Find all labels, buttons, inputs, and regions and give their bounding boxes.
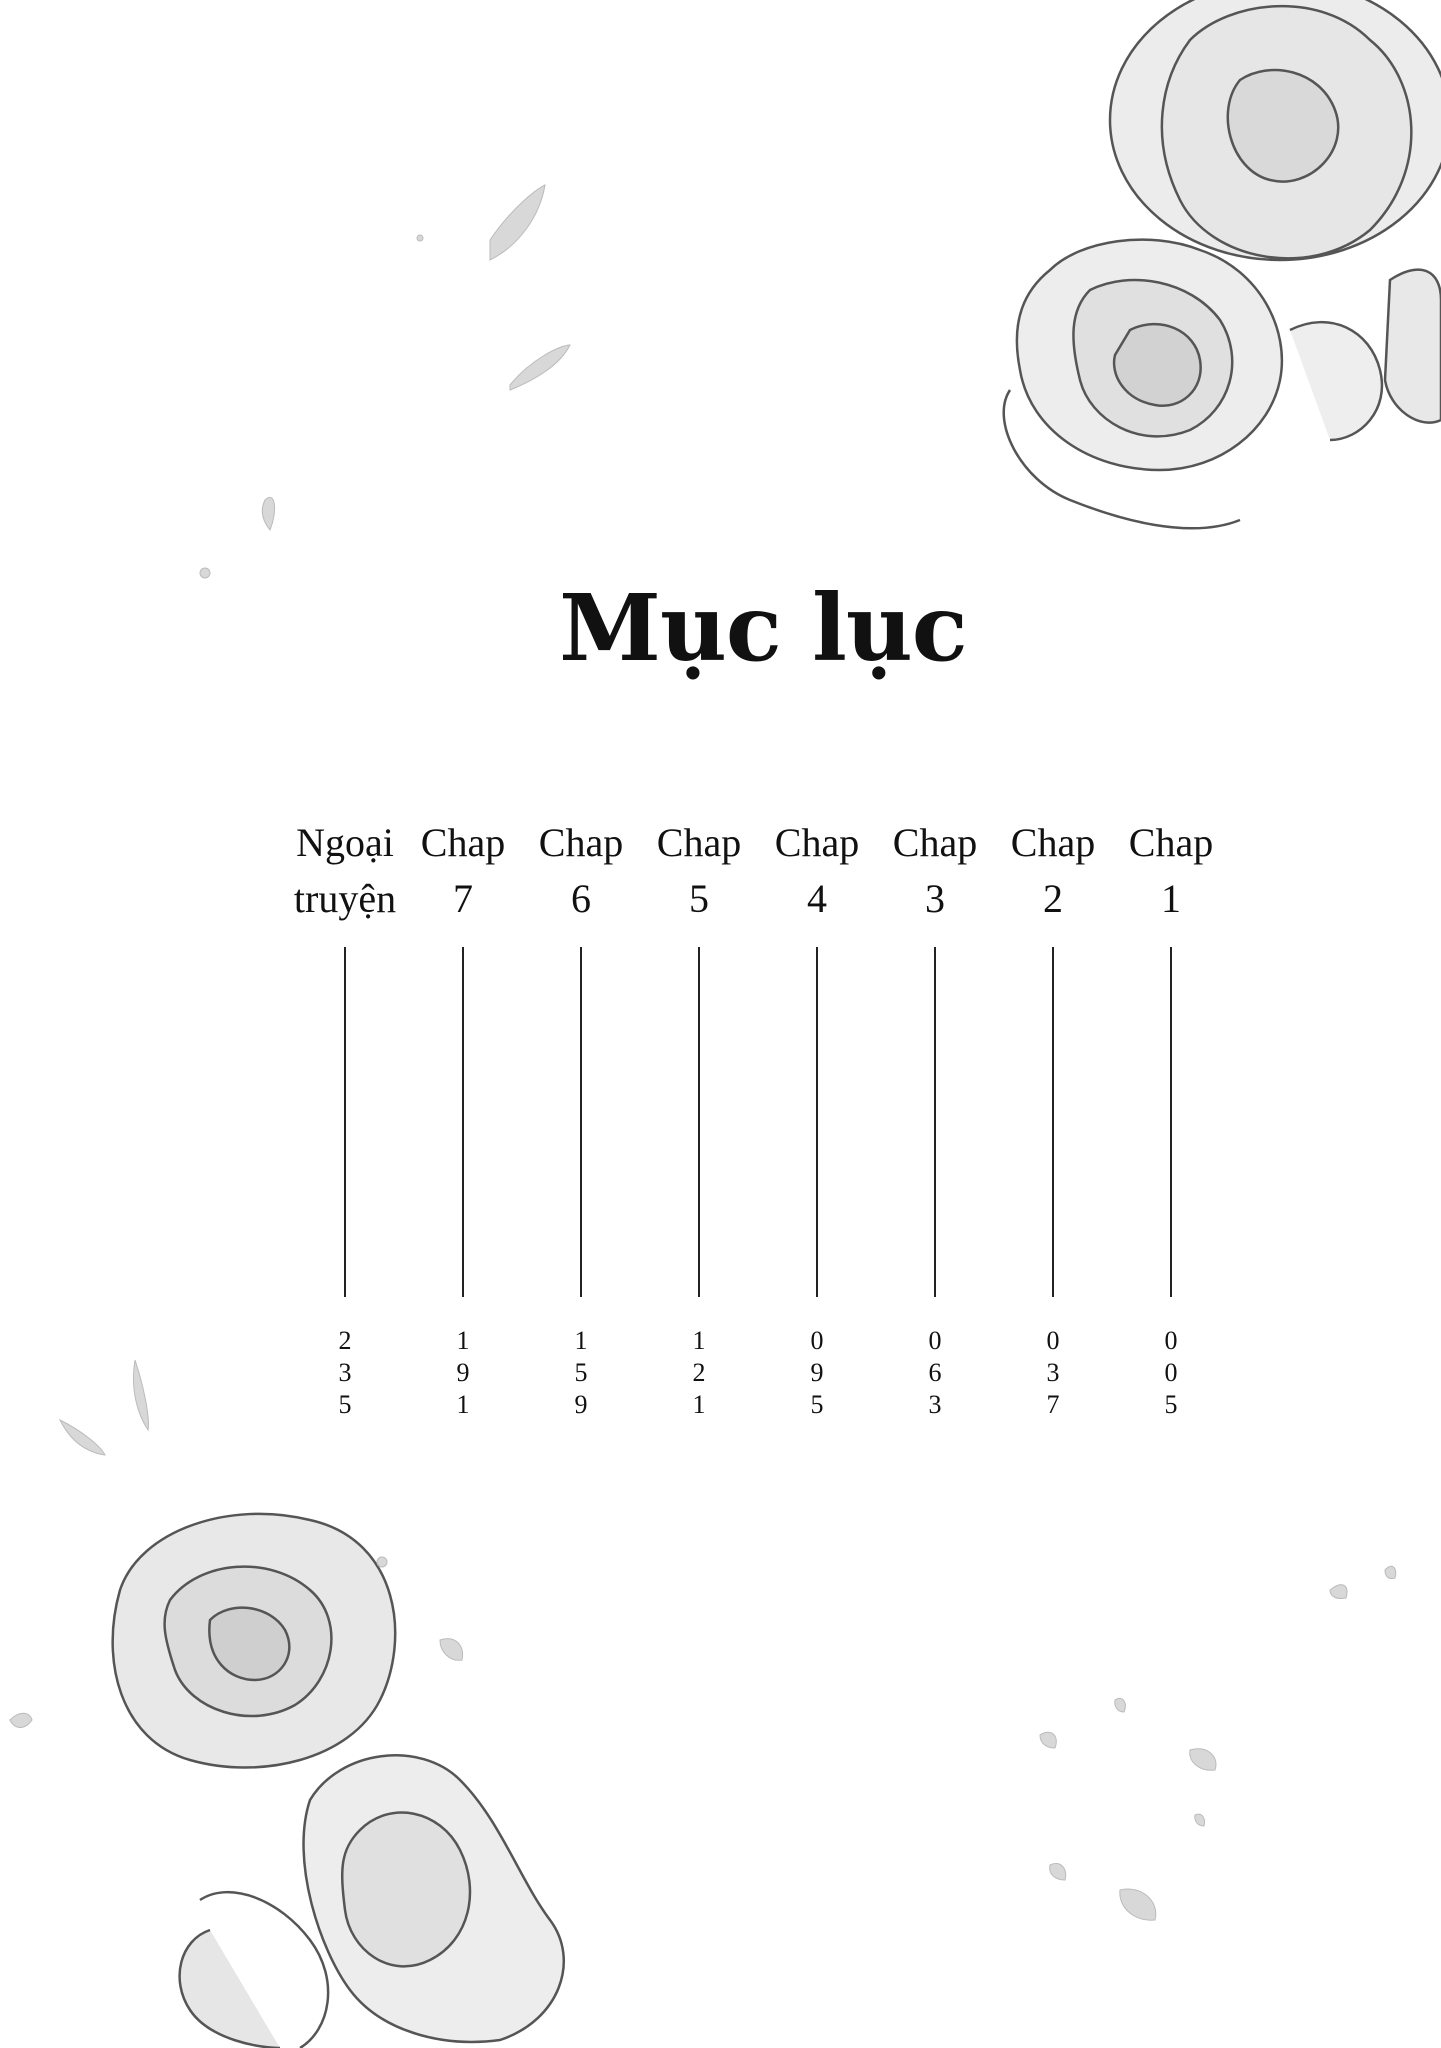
toc-divider-line <box>462 947 464 1297</box>
toc-entry-label-line1: Chap <box>892 820 978 865</box>
toc-entry-label-line1: Chap <box>774 820 860 865</box>
toc-divider-line <box>1052 947 1054 1297</box>
toc-entry-label-line2: 3 <box>925 876 945 921</box>
toc-entry-page-number: 1 9 1 <box>456 1326 470 1419</box>
toc-divider-line <box>344 947 346 1297</box>
toc-entry-label-line2: 1 <box>1161 876 1181 921</box>
toc-entry-page-number: 0 3 7 <box>1046 1326 1060 1419</box>
toc-divider-line <box>698 947 700 1297</box>
toc-entry-label-line1: Chap <box>1010 820 1096 865</box>
toc-entry-ngoai-truyen[interactable] <box>280 815 410 1435</box>
toc-entry-page-number: 0 6 3 <box>928 1326 942 1419</box>
toc-entry-chap-1[interactable] <box>1106 815 1236 1435</box>
toc-entry-chap-3[interactable] <box>870 815 1000 1435</box>
toc-divider-line <box>1170 947 1172 1297</box>
toc-entry-chap-7[interactable] <box>398 815 528 1435</box>
toc-entry-chap-6[interactable] <box>516 815 646 1435</box>
page-title: Mục lục <box>559 573 967 682</box>
toc-entry-chap-2[interactable] <box>988 815 1118 1435</box>
toc-entry-label-line1: Chap <box>1128 820 1214 865</box>
toc-entry-page-number: 2 3 5 <box>338 1326 352 1419</box>
toc-divider-line <box>934 947 936 1297</box>
toc-entry-label-line2: 6 <box>571 876 591 921</box>
toc-entry-page-number: 0 9 5 <box>810 1326 824 1419</box>
toc-entry-chap-5[interactable] <box>634 815 764 1435</box>
toc-entry-label-line1: Chap <box>420 820 506 865</box>
toc-entry-label-line2: 2 <box>1043 876 1063 921</box>
toc-entry-page-number: 0 0 5 <box>1164 1326 1178 1419</box>
toc-entry-label-line2: 5 <box>689 876 709 921</box>
toc-entry-chap-4[interactable] <box>752 815 882 1435</box>
toc-entry-page-number: 1 2 1 <box>692 1326 706 1419</box>
toc-divider-line <box>816 947 818 1297</box>
toc-entry-label-line2: 4 <box>807 876 827 921</box>
toc-entry-label-line1: Chap <box>656 820 742 865</box>
toc-entry-label-line1: Ngoại <box>296 820 394 865</box>
toc-entry-label-line1: Chap <box>538 820 624 865</box>
toc-entry-label-line2: 7 <box>453 876 473 921</box>
toc-entry-label-line2: truyện <box>293 876 397 921</box>
toc-entry-page-number: 1 5 9 <box>574 1326 588 1419</box>
toc-divider-line <box>580 947 582 1297</box>
